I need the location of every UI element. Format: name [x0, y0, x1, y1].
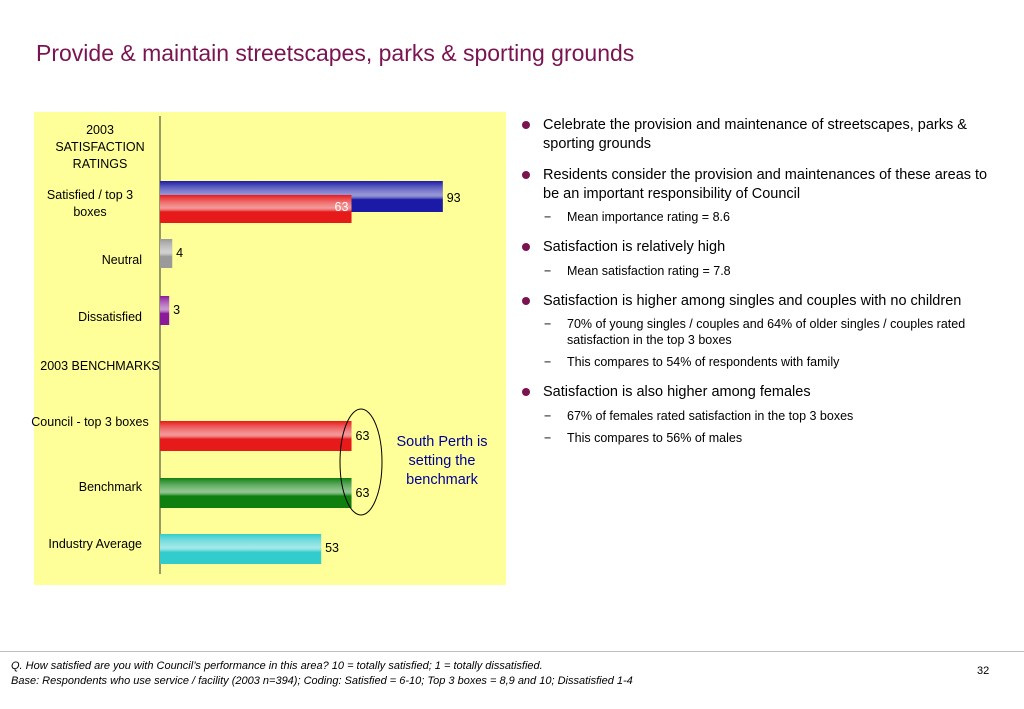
sub-bullet-item [522, 316, 996, 348]
sub-bullet-text: Mean satisfaction rating = 7.8 [567, 263, 731, 278]
chart-annotation: South Perth is setting the benchmark [396, 434, 488, 488]
bullet-item [522, 383, 996, 402]
bar-shine-2 [160, 239, 172, 268]
bar-shine-6 [160, 534, 321, 564]
value-label-4: 63 [355, 429, 370, 443]
footer-divider [0, 651, 1024, 652]
bullet-item [522, 292, 996, 311]
category-label-council: Council - top 3 boxes [31, 415, 149, 429]
sub-bullet-text: This compares to 54% of respondents with family [567, 355, 840, 369]
section-label-satisfaction: 2003 SATISFACTION RATINGS [55, 123, 145, 171]
sub-bullet-item [522, 263, 996, 279]
bullet-text: Residents consider the provision and maintenances of these areas to be an important responsibility of Council [543, 167, 988, 202]
category-label-neutral: Neutral [101, 253, 142, 267]
dash-icon: − [544, 210, 552, 224]
footnote-question: Q. How satisfied are you with Council’s performance in this area? 10 = totally satisfied; 1 = totally dissatisfied. [11, 660, 543, 672]
bullet-item [522, 238, 996, 257]
bullet-item [522, 116, 996, 153]
bullet-dot-icon [522, 243, 530, 251]
bullet-dot-icon [522, 121, 530, 129]
value-label-2: 4 [176, 246, 184, 260]
dash-icon: − [544, 317, 552, 331]
section-label-benchmarks: 2003 BENCHMARKS [40, 359, 160, 373]
sub-bullet-item [522, 209, 996, 225]
bullet-text: Satisfaction is higher among singles and couples with no children [543, 292, 962, 309]
dash-icon: − [544, 263, 552, 278]
footnote [11, 659, 633, 689]
sub-bullet-item [522, 430, 996, 446]
bar-shine-5 [160, 478, 352, 508]
category-label-industry-average: Industry Average [48, 537, 142, 551]
page-number: 32 [977, 665, 990, 677]
sub-bullet-item [522, 408, 996, 424]
category-label-dissatisfied: Dissatisfied [78, 310, 142, 324]
sub-bullet-text: 70% of young singles / couples and 64% of older singles / couples rated satisfaction in the top 3 boxes [567, 317, 966, 347]
category-label-satisfied: Satisfied / top 3 boxes [46, 188, 134, 219]
bullet-dot-icon [522, 388, 530, 396]
bullet-item [522, 166, 996, 203]
bullet-text: Celebrate the provision and maintenance of streetscapes, parks & sporting grounds [543, 117, 967, 152]
value-label-5: 63 [355, 486, 370, 500]
value-label-3: 3 [173, 303, 181, 317]
sub-bullet-text: Mean importance rating = 8.6 [567, 210, 730, 224]
page-title: Provide & maintain streetscapes, parks & sporting grounds [36, 40, 635, 66]
dash-icon: − [544, 355, 552, 369]
bar-shine-1 [160, 195, 352, 223]
value-label-1: 63 [334, 200, 349, 214]
category-label-benchmark: Benchmark [78, 480, 142, 494]
bullet-text: Satisfaction is relatively high [543, 239, 726, 255]
value-label-0: 93 [446, 191, 461, 205]
sub-bullet-item [522, 354, 996, 370]
footnote-base: Base: Respondents who use service / facility (2003 n=394); Coding: Satisfied = 6-10; Top 3 boxes = 8,9 and 10; Dissatisfied 1-4 [11, 675, 633, 687]
bullet-text: Satisfaction is also higher among females [543, 384, 811, 400]
sub-bullet-text: 67% of females rated satisfaction in the top 3 boxes [567, 408, 854, 423]
value-label-6: 53 [325, 541, 340, 555]
bullet-dot-icon [522, 171, 530, 179]
dash-icon: − [544, 430, 552, 445]
bar-shine-3 [160, 296, 169, 325]
sub-bullet-text: This compares to 56% of males [567, 430, 743, 445]
bar-shine-4 [160, 421, 352, 451]
bullet-dot-icon [522, 297, 530, 305]
bar-chart [34, 112, 506, 585]
bullet-list [522, 116, 996, 446]
chart-panel [31, 112, 506, 585]
dash-icon: − [544, 408, 552, 423]
